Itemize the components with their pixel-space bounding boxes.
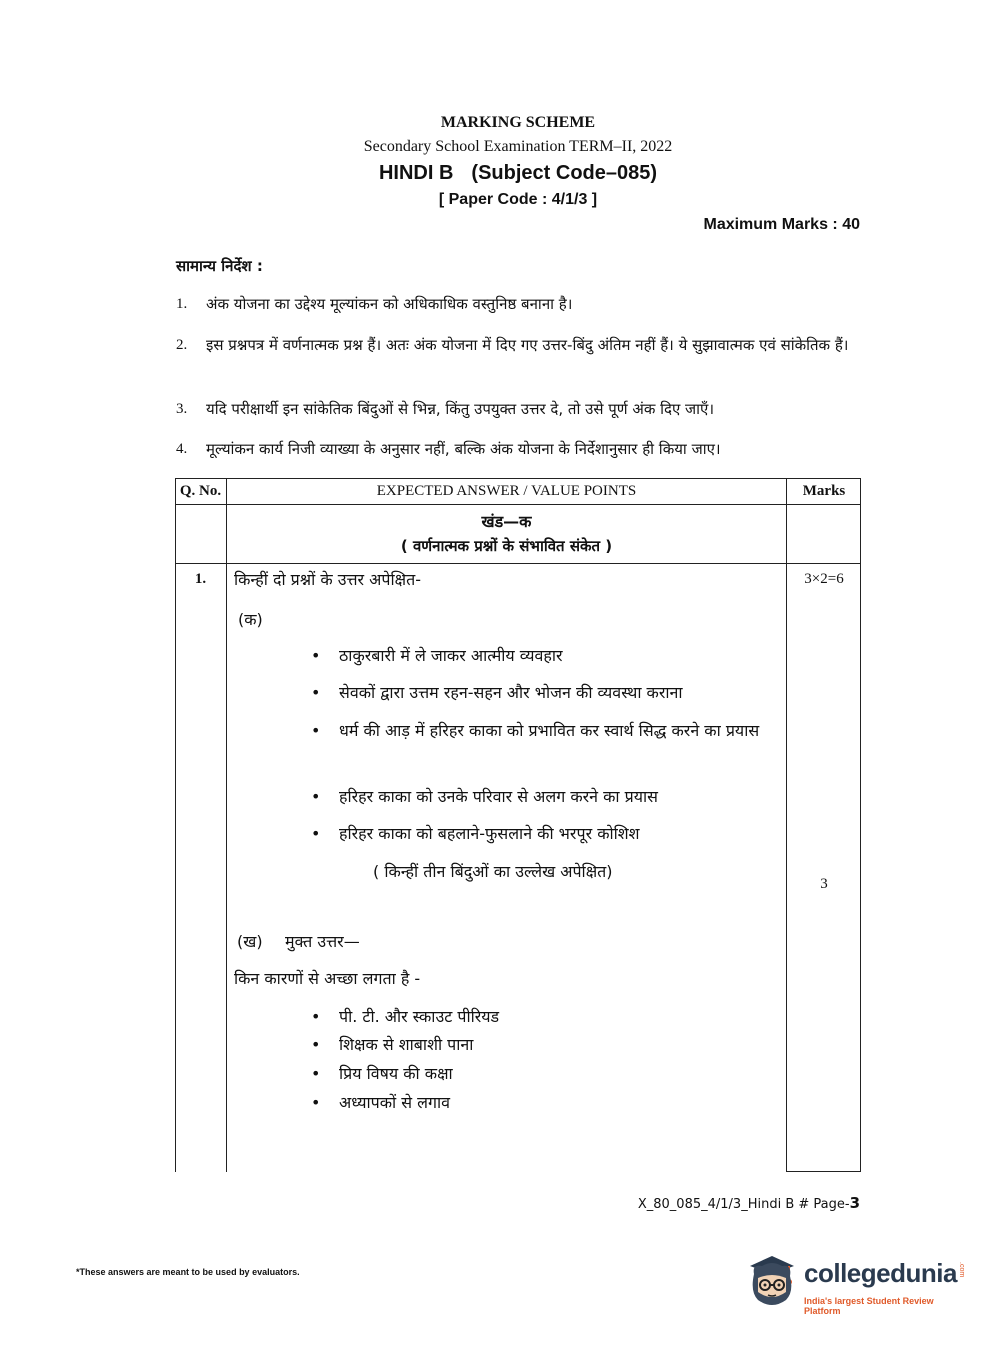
question-intro: किन्हीं दो प्रश्नों के उत्तर अपेक्षित- — [234, 570, 421, 589]
brand-tagline: India's largest Student Review Platform — [804, 1296, 934, 1316]
bullet-icon: • — [311, 683, 321, 702]
header-marks: Marks — [802, 483, 846, 499]
instruction-number: 4. — [176, 441, 188, 457]
brand-name: collegedunia — [804, 1258, 957, 1288]
bullet-icon: • — [311, 1035, 321, 1054]
exam-title: Secondary School Examination TERM–II, 2022 — [363, 138, 673, 155]
answer-table — [175, 478, 861, 1172]
part-a-marks: 3 — [820, 876, 828, 892]
instruction-text: मूल्यांकन कार्य निजी व्याख्या के अनुसार नहीं, बल्कि अंक योजना के निर्देशानुसार ही किया जाए। — [206, 440, 721, 458]
bullet-icon: • — [311, 1007, 321, 1026]
part-b-title: मुक्त उत्तर— — [285, 932, 360, 951]
subject-name: HINDI B — [378, 162, 454, 184]
instruction-item — [176, 438, 862, 461]
bullet-icon: • — [311, 1064, 321, 1083]
header-answer: EXPECTED ANSWER / VALUE POINTS — [376, 483, 637, 499]
instruction-number: 1. — [176, 296, 188, 312]
list-item: • सेवकों द्वारा उत्तम रहन-सहन और भोजन की व्यवस्था कराना — [303, 679, 783, 707]
table-col-divider-1 — [226, 478, 227, 1172]
general-instructions-title: सामान्य निर्देश : — [176, 257, 263, 275]
bullet-icon: • — [311, 646, 321, 665]
instruction-text: इस प्रश्नपत्र में वर्णनात्मक प्रश्न हैं। अतः अंक योजना में दिए गए उत्तर-बिंदु अंतिम नहीं हैं। ये सुझावात्मक एवं सांकेतिक हैं। — [206, 336, 849, 354]
question-number: 1. — [194, 571, 207, 587]
instruction-item — [176, 398, 862, 421]
paper-code: [ Paper Code : 4/1/3 ] — [438, 191, 598, 208]
marking-scheme-title: MARKING SCHEME — [440, 114, 596, 131]
maximum-marks: Maximum Marks : 40 — [703, 216, 860, 233]
instruction-number: 3. — [176, 401, 188, 417]
list-item: • प्रिय विषय की कक्षा — [303, 1062, 783, 1086]
subject-code: (Subject Code–085) — [471, 162, 658, 184]
page-identifier: X_80_085_4/1/3_Hindi B # Page-3 — [637, 1194, 860, 1212]
instruction-text: अंक योजना का उद्देश्य मूल्यांकन को अधिकाधिक वस्तुनिष्ठ बनाना है। — [206, 295, 573, 313]
list-item: • धर्म की आड़ में हरिहर काका को प्रभावित कर स्वार्थ सिद्ध करने का प्रयास — [303, 717, 783, 745]
subject-heading — [0, 162, 1002, 185]
brand-logo — [742, 1248, 972, 1320]
list-item: • पी. टी. और स्काउट पीरियड — [303, 1005, 783, 1029]
list-item: • हरिहर काका को बहलाने-फुसलाने की भरपूर कोशिश — [303, 820, 783, 848]
section-title: खंड—क — [481, 512, 532, 531]
section-subtitle: ( वर्णनात्मक प्रश्नों के संभावित संकेत ) — [400, 537, 613, 555]
list-item: • हरिहर काका को उनके परिवार से अलग करने का प्रयास — [303, 783, 783, 811]
instruction-number: 2. — [176, 337, 188, 353]
instruction-item — [176, 334, 862, 357]
part-a-note: ( किन्हीं तीन बिंदुओं का उल्लेख अपेक्षित) — [373, 862, 613, 881]
instruction-text: यदि परीक्षार्थी इन सांकेतिक बिंदुओं से भिन्न, किंतु उपयुक्त उत्तर दे, तो उसे पूर्ण अंक दिए जाएँ। — [206, 400, 715, 418]
list-item: • शिक्षक से शाबाशी पाना — [303, 1033, 783, 1057]
table-marks-bottom — [786, 1171, 861, 1172]
bullet-icon: • — [311, 1093, 321, 1112]
instruction-item — [176, 293, 862, 316]
page-number: 3 — [849, 1194, 860, 1212]
list-item: • अध्यापकों से लगाव — [303, 1091, 783, 1115]
brand-domain: .com — [958, 1262, 965, 1278]
question-marks-total: 3×2=6 — [804, 571, 844, 587]
part-b-question: किन कारणों से अच्छा लगता है - — [234, 969, 421, 988]
evaluator-note: *These answers are meant to be used by evaluators. — [76, 1267, 300, 1277]
list-item: • ठाकुरबारी में ले जाकर आत्मीय व्यवहार — [303, 642, 783, 670]
mascot-icon — [742, 1252, 802, 1312]
table-section-divider — [175, 563, 861, 564]
part-a-label: (क) — [238, 610, 263, 629]
bullet-icon: • — [311, 824, 321, 843]
header-qno: Q. No. — [179, 483, 222, 499]
part-b-label: (ख) — [237, 932, 263, 951]
bullet-icon: • — [311, 721, 321, 740]
table-header-divider — [175, 504, 861, 505]
bullet-icon: • — [311, 787, 321, 806]
